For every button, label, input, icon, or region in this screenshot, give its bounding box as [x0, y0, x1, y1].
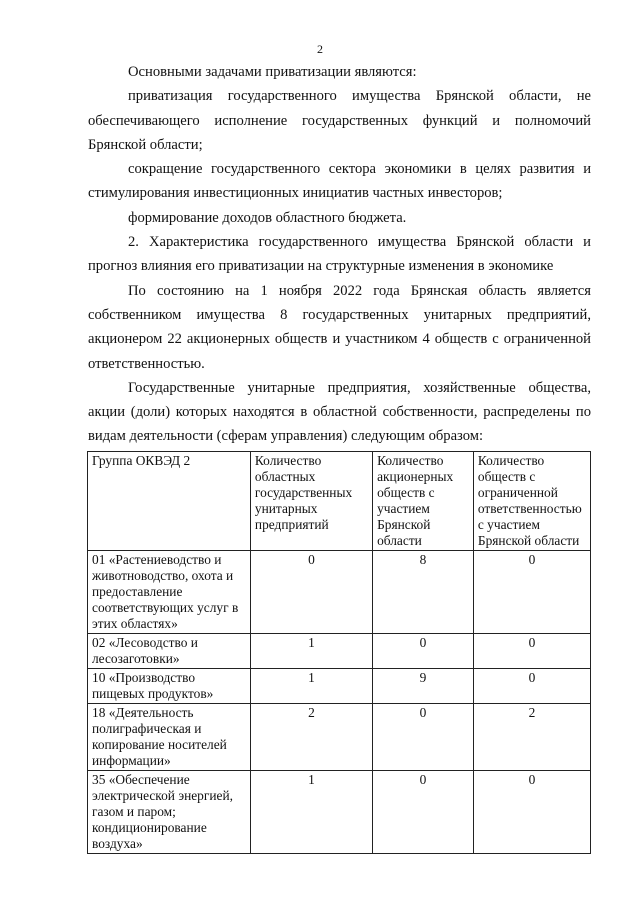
paragraph-tasks-intro: Основными задачами приватизации являются:	[128, 64, 417, 80]
document-body	[88, 60, 591, 449]
table-row	[88, 551, 591, 634]
cell-llc-count: 0	[473, 634, 590, 669]
section-heading-2: 2. Характеристика государственного имущества Брянской области и прогноз влияния его приватизации на структурные изменения в экономике	[88, 234, 591, 275]
cell-unitary-count: 1	[250, 669, 372, 704]
cell-llc-count: 2	[473, 704, 590, 771]
table-row	[88, 634, 591, 669]
paragraph-task-1: приватизация государственного имущества Брянской области, не обеспечивающего исполнение государственных функций и полномочий Брянской области;	[88, 88, 591, 153]
cell-okved-group: 18 «Деятельность полиграфическая и копирование носителей информации»	[88, 704, 251, 771]
page-number: 2	[317, 42, 323, 56]
cell-llc-count: 0	[473, 669, 590, 704]
cell-unitary-count: 1	[250, 771, 372, 854]
cell-okved-group: 10 «Производство пищевых продуктов»	[88, 669, 251, 704]
cell-llc-count: 0	[473, 771, 590, 854]
paragraph-task-3: формирование доходов областного бюджета.	[128, 209, 407, 226]
cell-unitary-count: 1	[250, 634, 372, 669]
header-unitary-enterprises: Количество областных государственных унитарных предприятий	[250, 452, 372, 551]
cell-unitary-count: 2	[250, 704, 372, 771]
cell-joint-stock-count: 8	[373, 551, 474, 634]
table-row	[88, 669, 591, 704]
cell-joint-stock-count: 9	[373, 669, 474, 704]
paragraph-ownership: По состоянию на 1 ноября 2022 года Брянская область является собственником имущества 8 государственных унитарных предприятий, акционером 22 акционерных обществ и участником 4 обществ с ограниченной ответственностью.	[88, 282, 591, 372]
cell-joint-stock-count: 0	[373, 771, 474, 854]
cell-unitary-count: 0	[250, 551, 372, 634]
okved-distribution-table	[87, 451, 591, 854]
cell-okved-group: 02 «Лесоводство и лесозаготовки»	[88, 634, 251, 669]
header-joint-stock-companies: Количество акционерных обществ с участием Брянской области	[373, 452, 474, 551]
cell-joint-stock-count: 0	[373, 634, 474, 669]
header-llc-companies: Количество обществ с ограниченной ответственностью с участием Брянской области	[473, 452, 590, 551]
cell-llc-count: 0	[473, 551, 590, 634]
cell-okved-group: 01 «Растениеводство и животноводство, охота и предоставление соответствующих услуг в этих областях»	[88, 551, 251, 634]
table-header-row	[88, 452, 591, 551]
paragraph-task-2: сокращение государственного сектора экономики в целях развития и стимулирования инвестиционных инициатив частных инвесторов;	[88, 161, 591, 202]
paragraph-distribution: Государственные унитарные предприятия, хозяйственные общества, акции (доли) которых находятся в областной собственности, распределены по видам деятельности (сферам управления) следующим образом:	[88, 379, 591, 445]
cell-joint-stock-count: 0	[373, 704, 474, 771]
cell-okved-group: 35 «Обеспечение электрической энергией, газом и паром; кондиционирование воздуха»	[88, 771, 251, 854]
header-okved-group: Группа ОКВЭД 2	[88, 452, 251, 551]
table-row	[88, 704, 591, 771]
table-row	[88, 771, 591, 854]
